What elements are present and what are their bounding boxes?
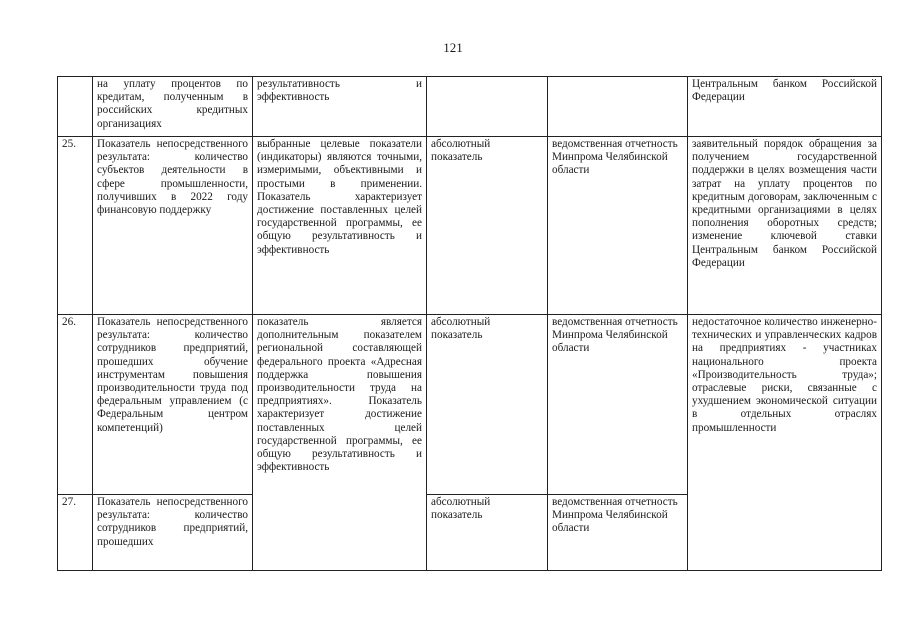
risks-cell: заявительный порядок обращения за получением государственной поддержки в целях возмещения части затрат на уплату процентов по кредитным договорам, заключенным с кредитными организациями в целях пополнения оборотных средств; изменение ключевой ставки Центральным банком Российской Федерации bbox=[688, 137, 882, 315]
table-row bbox=[58, 315, 882, 495]
indicator-type-cell bbox=[427, 77, 548, 137]
indicator-cell: Показатель непосредственного результата: количество субъектов деятельности в сфере промышленности, получивших в 2022 году финансовую поддержку bbox=[93, 137, 253, 315]
indicator-cell: Показатель непосредственного результата: количество сотрудников предприятий, прошедших bbox=[93, 495, 253, 571]
data-source-cell bbox=[548, 77, 688, 137]
row-number-cell: 27. bbox=[58, 495, 93, 571]
row-number-cell: 26. bbox=[58, 315, 93, 495]
indicator-type-cell: абсолютный показатель bbox=[427, 495, 548, 571]
indicator-type-cell: абсолютный показатель bbox=[427, 137, 548, 315]
description-cell: результативность и эффективность bbox=[253, 77, 427, 137]
risks-cell: Центральным банком Российской Федерации bbox=[688, 77, 882, 137]
table-row bbox=[58, 137, 882, 315]
data-source-cell: ведомственная отчетность Минпрома Челябинской области bbox=[548, 315, 688, 495]
indicators-table bbox=[57, 76, 882, 571]
description-cell: выбранные целевые показатели (индикаторы) являются точными, измеримыми, объективными и простыми в применении. Показатель характеризует достижение поставленных целей государственной программы, ее общую результативность и эффективность bbox=[253, 137, 427, 315]
description-cell: показатель является дополнительным показателем региональной составляющей федерального проекта «Адресная поддержка повышения производительности труда на предприятиях». Показатель характеризует достижение поставленных целей государственной программы, ее общую результативность и эффективность bbox=[253, 315, 427, 571]
row-number-cell bbox=[58, 77, 93, 137]
data-source-cell: ведомственная отчетность Минпрома Челябинской области bbox=[548, 495, 688, 571]
page-number: 121 bbox=[443, 40, 463, 55]
risks-cell: недостаточное количество инженерно-технических и управленческих кадров на предприятиях - участниках национального проекта «Производительность труда»; отраслевые риски, связанные с ухудшением экономической ситуации в отдельных отраслях промышленности bbox=[688, 315, 882, 571]
row-number-cell: 25. bbox=[58, 137, 93, 315]
data-source-cell: ведомственная отчетность Минпрома Челябинской области bbox=[548, 137, 688, 315]
indicator-type-cell: абсолютный показатель bbox=[427, 315, 548, 495]
indicator-cell: Показатель непосредственного результата: количество сотрудников предприятий, прошедших обучение инструментам повышения производительности труда под федеральным управлением (с Федеральным центром компетенций) bbox=[93, 315, 253, 495]
table-row bbox=[58, 77, 882, 137]
indicator-cell: на уплату процентов по кредитам, полученным в российских кредитных организациях bbox=[93, 77, 253, 137]
